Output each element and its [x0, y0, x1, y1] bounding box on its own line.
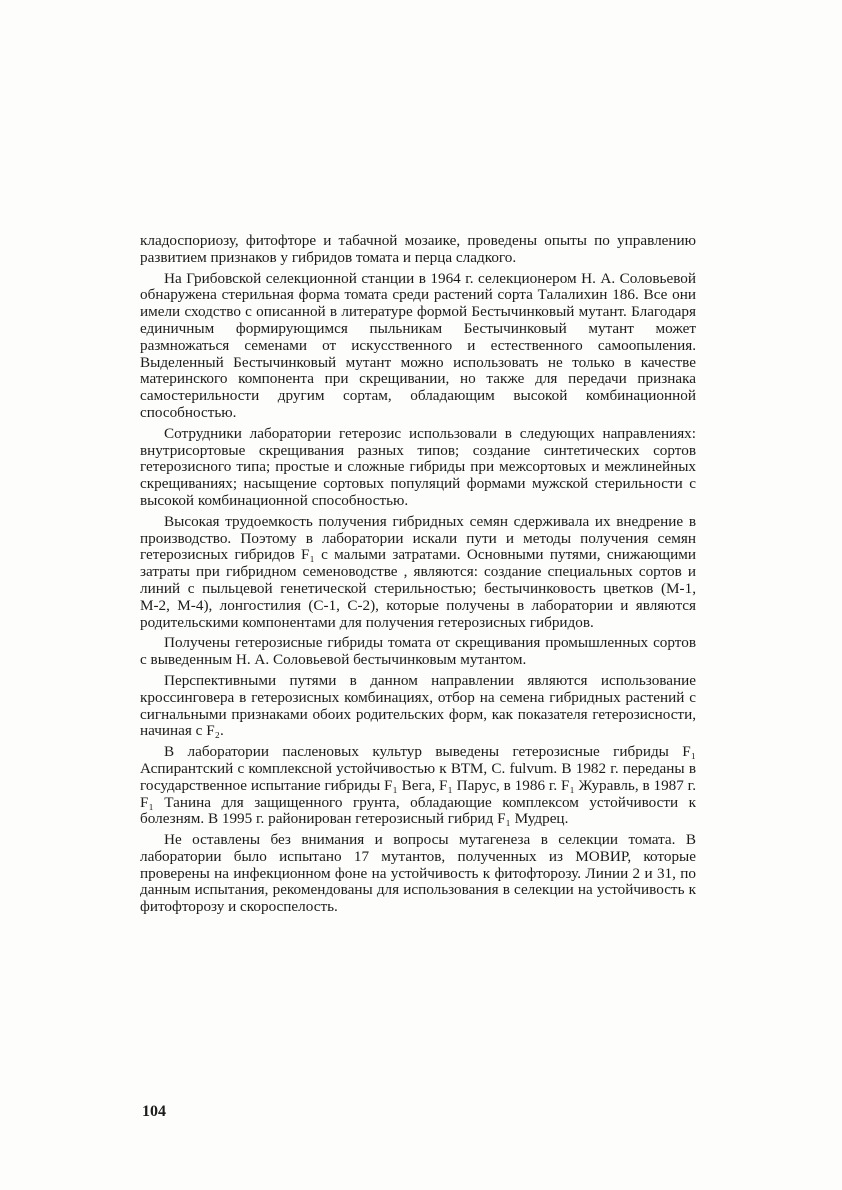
paragraph-heterosis-directions: Сотрудники лаборатории гетерозис использовали в следующих направлениях: внутрисортовые скрещивания разных типов; создание синтетических сортов гетерозисного типа; простые и сложные гибриды при межсортовых и межлинейных скрещиваниях; насыщение сортовых популяций формами мужской стерильности с высокой комбинационной способностью.: [140, 424, 696, 509]
paragraph-hybrids-obtained: Получены гетерозисные гибриды томата от скрещивания промышленных сортов с выведенным Н. А. Соловьевой бестычинковым мутантом.: [140, 634, 696, 669]
paragraph-seed-production: Высокая трудоемкость получения гибридных семян сдерживала их внедрение в производство. Поэтому в лаборатории искали пути и методы получения семян гетерозисных гибридов F₁ с малыми затратами. Основными путями, снижающими затраты при гибридном семеноводстве , являются: создание специальных сортов и линий с пыльцевой генетической стерильностью; бестычинковость цветков (М-1, М-2, М-4), лонгостилия (С-1, С-2), которые получены в лаборатории и являются родительскими компонентами для получения гетерозисных гибридов.: [140, 512, 696, 631]
paragraph-prospective-ways: Перспективными путями в данном направлении являются использование кроссинговера в гетерозисных комбинациях, отбор на семена гибридных растений с сигнальными признаками обоих родительских форм, как показателя гетерозисности, начиная с F₂.: [140, 671, 696, 740]
paragraph-laboratory-hybrids: В лаборатории пасленовых культур выведены гетерозисные гибриды F₁ Аспирантский с комплексной устойчивостью к ВТМ, C. fulvum. В 1982 г. переданы в государственное испытание гибриды F₁ Вега, F₁ Парус, в 1986 г. F₁ Журавль, в 1987 г. F₁ Танина для защищенного грунта, обладающие комплексом устойчивости к болезням. В 1995 г. районирован гетерозисный гибрид F₁ Мудрец.: [140, 743, 696, 828]
paragraph-continuation: кладоспориозу, фитофторе и табачной мозаике, проведены опыты по управлению развитием признаков у гибридов томата и перца сладкого.: [140, 232, 696, 266]
page-number: 104: [142, 1103, 166, 1120]
paragraph-gribovskaya-station: На Грибовской селекционной станции в 1964 г. селекционером Н. А. Соловьевой обнаружена стерильная форма томата среди растений сорта Талалихин 186. Все они имели сходство с описанной в литературе формой Бестычинковый мутант. Благодаря единичным формирующимся пыльникам Бестычинковый мутант может размножаться семенами от искусственного и естественного самоопыления. Выделенный Бестычинковый мутант можно использовать не только в качестве материнского компонента при скрещивании, но также для передачи признака самостерильности другим сортам, обладающим высокой комбинационной способностью.: [140, 269, 696, 421]
body-text: [140, 233, 696, 920]
paragraph-mutagenesis: Не оставлены без внимания и вопросы мутагенеза в селекции томата. В лаборатории было испытано 17 мутантов, полученных из МОВИР, которые проверены на инфекционном фоне на устойчивость к фитофторозу. Линии 2 и 31, по данным испытания, рекомендованы для использования в селекции на устойчивость к фитофторозу и скороспелость.: [140, 831, 696, 916]
